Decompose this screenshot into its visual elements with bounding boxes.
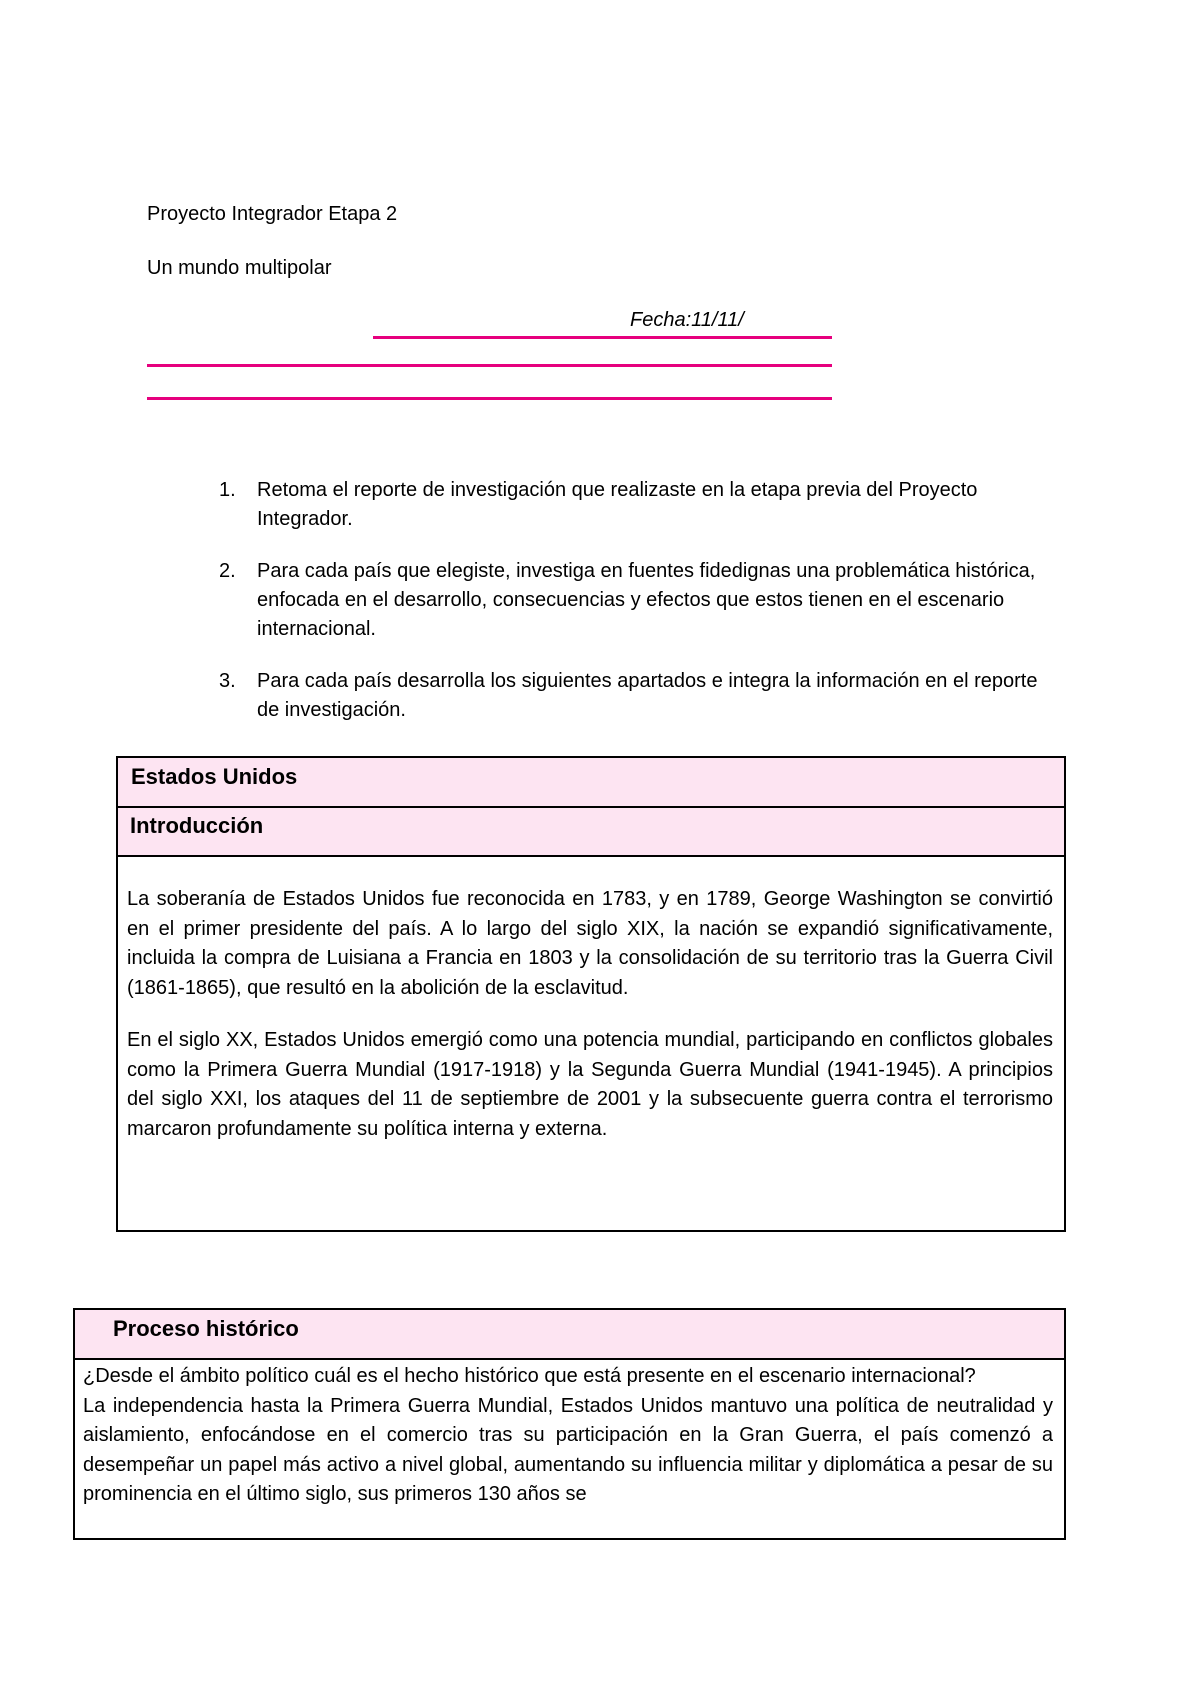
blank-line-2: [147, 397, 832, 400]
section-header-cell: [118, 808, 1064, 857]
list-item: [210, 557, 1065, 644]
introduction-table: [116, 756, 1066, 1232]
list-item-text: Para cada país que elegiste, investiga en fuentes fidedignas una problemática histórica, enfocada en el desarrollo, consecuencias y efectos que estos tienen en el escenario internacional.: [257, 560, 1036, 640]
introduction-body: [118, 857, 1064, 1144]
process-body: [75, 1360, 1064, 1510]
date-label: Fecha:11/11/: [630, 309, 744, 331]
list-item-number: 3.: [219, 670, 236, 692]
name-underline: [373, 336, 832, 339]
list-item-text: Retoma el reporte de investigación que realizaste en la etapa previa del Proyecto Integrador.: [257, 479, 978, 530]
process-header-cell: [75, 1310, 1064, 1360]
introduction-paragraph: La soberanía de Estados Unidos fue reconocida en 1783, y en 1789, George Washington se convirtió en el primer presidente del país. A lo largo del siglo XIX, la nación se expandió significativamente, incluida la compra de Luisiana a Francia en 1803 y la consolidación de su territorio tras la Guerra Civil (1861-1865), que resultó en la abolición de la esclavitud.: [127, 888, 1053, 999]
introduction-paragraph: En el siglo XX, Estados Unidos emergió como una potencia mundial, participando en conflictos globales como la Primera Guerra Mundial (1917-1918) y la Segunda Guerra Mundial (1941-1945). A principios del siglo XXI, los ataques del 11 de septiembre de 2001 y la subsecuente guerra contra el terrorismo marcaron profundamente su política interna y externa.: [127, 1029, 1053, 1140]
project-title: Proyecto Integrador Etapa 2: [147, 203, 398, 225]
country-header-cell: [118, 758, 1064, 808]
process-heading: Proceso histórico: [113, 1316, 299, 1341]
process-question: ¿Desde el ámbito político cuál es el hecho histórico que está presente en el escenario internacional?: [83, 1365, 976, 1387]
process-answer: La independencia hasta la Primera Guerra Mundial, Estados Unidos mantuvo una política de neutralidad y aislamiento, enfocándose en el comercio tras su participación en la Gran Guerra, el país comenzó a desempeñar un papel más activo a nivel global, aumentando su influencia militar y diplomática a pesar de su prominencia en el último siglo, sus primeros 130 años se: [83, 1394, 1053, 1505]
list-item-number: 1.: [219, 479, 236, 501]
instructions-list: [210, 476, 1065, 748]
document-subtitle: Un mundo multipolar: [147, 257, 332, 279]
list-item: [210, 476, 1065, 534]
country-name: Estados Unidos: [131, 764, 298, 789]
historical-process-table: [73, 1308, 1066, 1540]
list-item-number: 2.: [219, 560, 236, 582]
blank-line-1: [147, 364, 832, 367]
list-item-text: Para cada país desarrolla los siguientes apartados e integra la información en el reporte de investigación.: [257, 670, 1038, 721]
list-item: [210, 667, 1065, 725]
introduction-heading: Introducción: [130, 813, 264, 838]
